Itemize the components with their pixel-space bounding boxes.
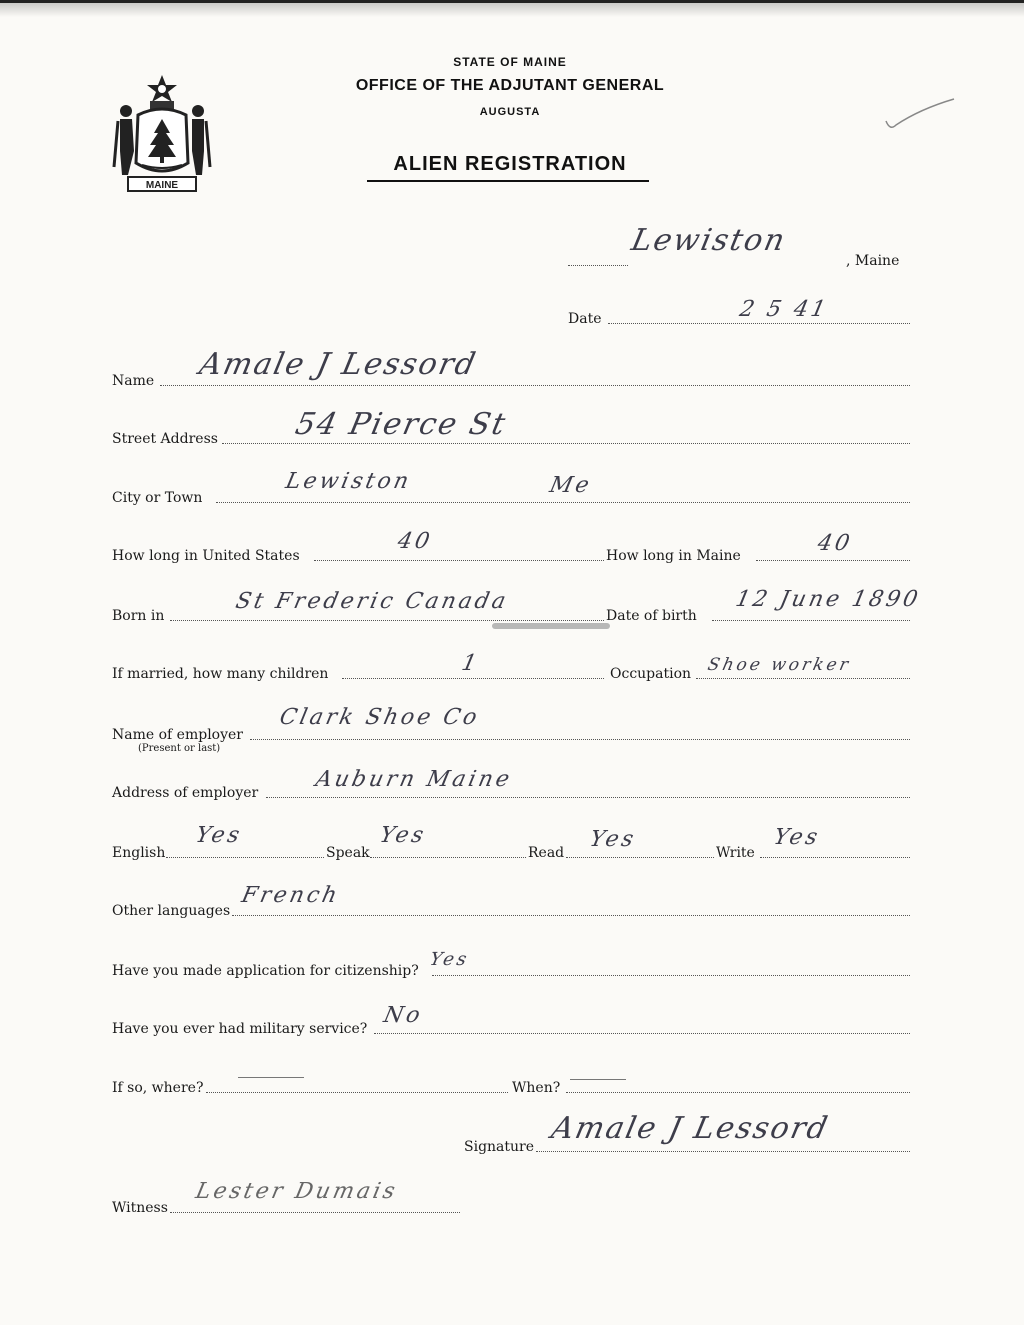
name-dots <box>160 385 910 386</box>
us-value: 40 <box>395 529 435 554</box>
occupation-value: Shoe worker <box>705 655 853 675</box>
read-dots <box>566 857 714 858</box>
speak-value: Yes <box>377 823 429 848</box>
name-value: Amale J Lessord <box>196 347 481 382</box>
emp-address-value: Auburn Maine <box>313 767 515 792</box>
street-dots <box>222 443 910 444</box>
date-dots <box>608 323 910 324</box>
witness-label: Witness <box>112 1200 168 1216</box>
town-dots <box>568 265 628 266</box>
children-value: 1 <box>459 651 482 676</box>
check-mark <box>880 95 960 135</box>
military-value: No <box>381 1003 426 1028</box>
date-value: 2 5 41 <box>737 297 831 322</box>
maine-dots <box>756 560 910 561</box>
children-dots <box>342 678 604 679</box>
emp-address-label: Address of employer <box>112 785 259 801</box>
speak-label: Speak <box>326 845 370 861</box>
military-dots <box>374 1033 910 1034</box>
english-label: English <box>112 845 166 861</box>
city-value: Lewiston <box>283 469 414 494</box>
born-label: Born in <box>112 608 165 624</box>
when-dots <box>566 1092 910 1093</box>
read-label: Read <box>528 845 565 861</box>
town-value: Lewiston <box>628 223 790 258</box>
signature-dots <box>536 1151 910 1152</box>
citizenship-dots <box>432 975 910 976</box>
maine-label: How long in Maine <box>606 548 741 564</box>
form-title: ALIEN REGISTRATION <box>393 153 627 175</box>
write-label: Write <box>716 845 755 861</box>
children-label: If married, how many children <box>112 666 329 682</box>
english-dots <box>166 857 324 858</box>
city-label: City or Town <box>112 490 203 506</box>
military-label: Have you ever had military service? <box>112 1021 368 1037</box>
citizenship-value: Yes <box>427 949 472 970</box>
city-heading: AUGUSTA <box>479 106 541 118</box>
us-dots <box>314 560 604 561</box>
employer-sub: (Present or last) <box>138 743 221 754</box>
street-value: 54 Pierce St <box>292 407 511 442</box>
other-lang-value: French <box>239 883 343 908</box>
dob-label: Date of birth <box>606 608 697 624</box>
born-value: St Frederic Canada <box>233 589 511 614</box>
employer-dots <box>250 739 910 740</box>
when-dash <box>570 1079 626 1080</box>
write-value: Yes <box>771 825 823 850</box>
read-value: Yes <box>587 827 639 852</box>
city-state-value: Me <box>547 473 595 498</box>
date-label: Date <box>568 311 602 327</box>
write-dots <box>760 857 910 858</box>
emp-address-dots <box>266 797 910 798</box>
witness-dots <box>170 1212 460 1213</box>
born-underline <box>492 623 610 629</box>
employer-label: Name of employer <box>112 727 243 743</box>
maine-seal-icon <box>108 71 216 195</box>
where-dash <box>238 1077 304 1078</box>
town-suffix: , Maine <box>846 253 900 269</box>
street-label: Street Address <box>112 431 218 447</box>
occupation-dots <box>696 678 910 679</box>
where-dots <box>206 1092 508 1093</box>
witness-value: Lester Dumais <box>193 1179 401 1204</box>
born-dots <box>170 620 604 621</box>
where-label: If so, where? <box>112 1080 204 1096</box>
when-label: When? <box>512 1080 561 1096</box>
citizenship-label: Have you made application for citizenship? <box>112 963 419 979</box>
english-value: Yes <box>193 823 245 848</box>
signature-label: Signature <box>464 1139 535 1155</box>
signature-value: Amale J Lessord <box>548 1111 833 1146</box>
us-label: How long in United States <box>112 548 300 564</box>
speak-dots <box>370 857 526 858</box>
office-heading: OFFICE OF THE ADJUTANT GENERAL <box>355 77 665 94</box>
occupation-label: Occupation <box>610 666 692 682</box>
other-lang-dots <box>232 915 910 916</box>
title-underline <box>367 180 649 182</box>
dob-value: 12 June 1890 <box>733 587 923 612</box>
scan-edge <box>0 3 1024 17</box>
city-dots <box>216 502 910 503</box>
other-lang-label: Other languages <box>112 903 231 919</box>
employer-value: Clark Shoe Co <box>277 705 483 730</box>
name-label: Name <box>112 373 155 389</box>
maine-value: 40 <box>815 531 855 556</box>
state-heading: STATE OF MAINE <box>453 55 567 69</box>
dob-dots <box>712 620 910 621</box>
seal-label: MAINE <box>145 180 179 191</box>
